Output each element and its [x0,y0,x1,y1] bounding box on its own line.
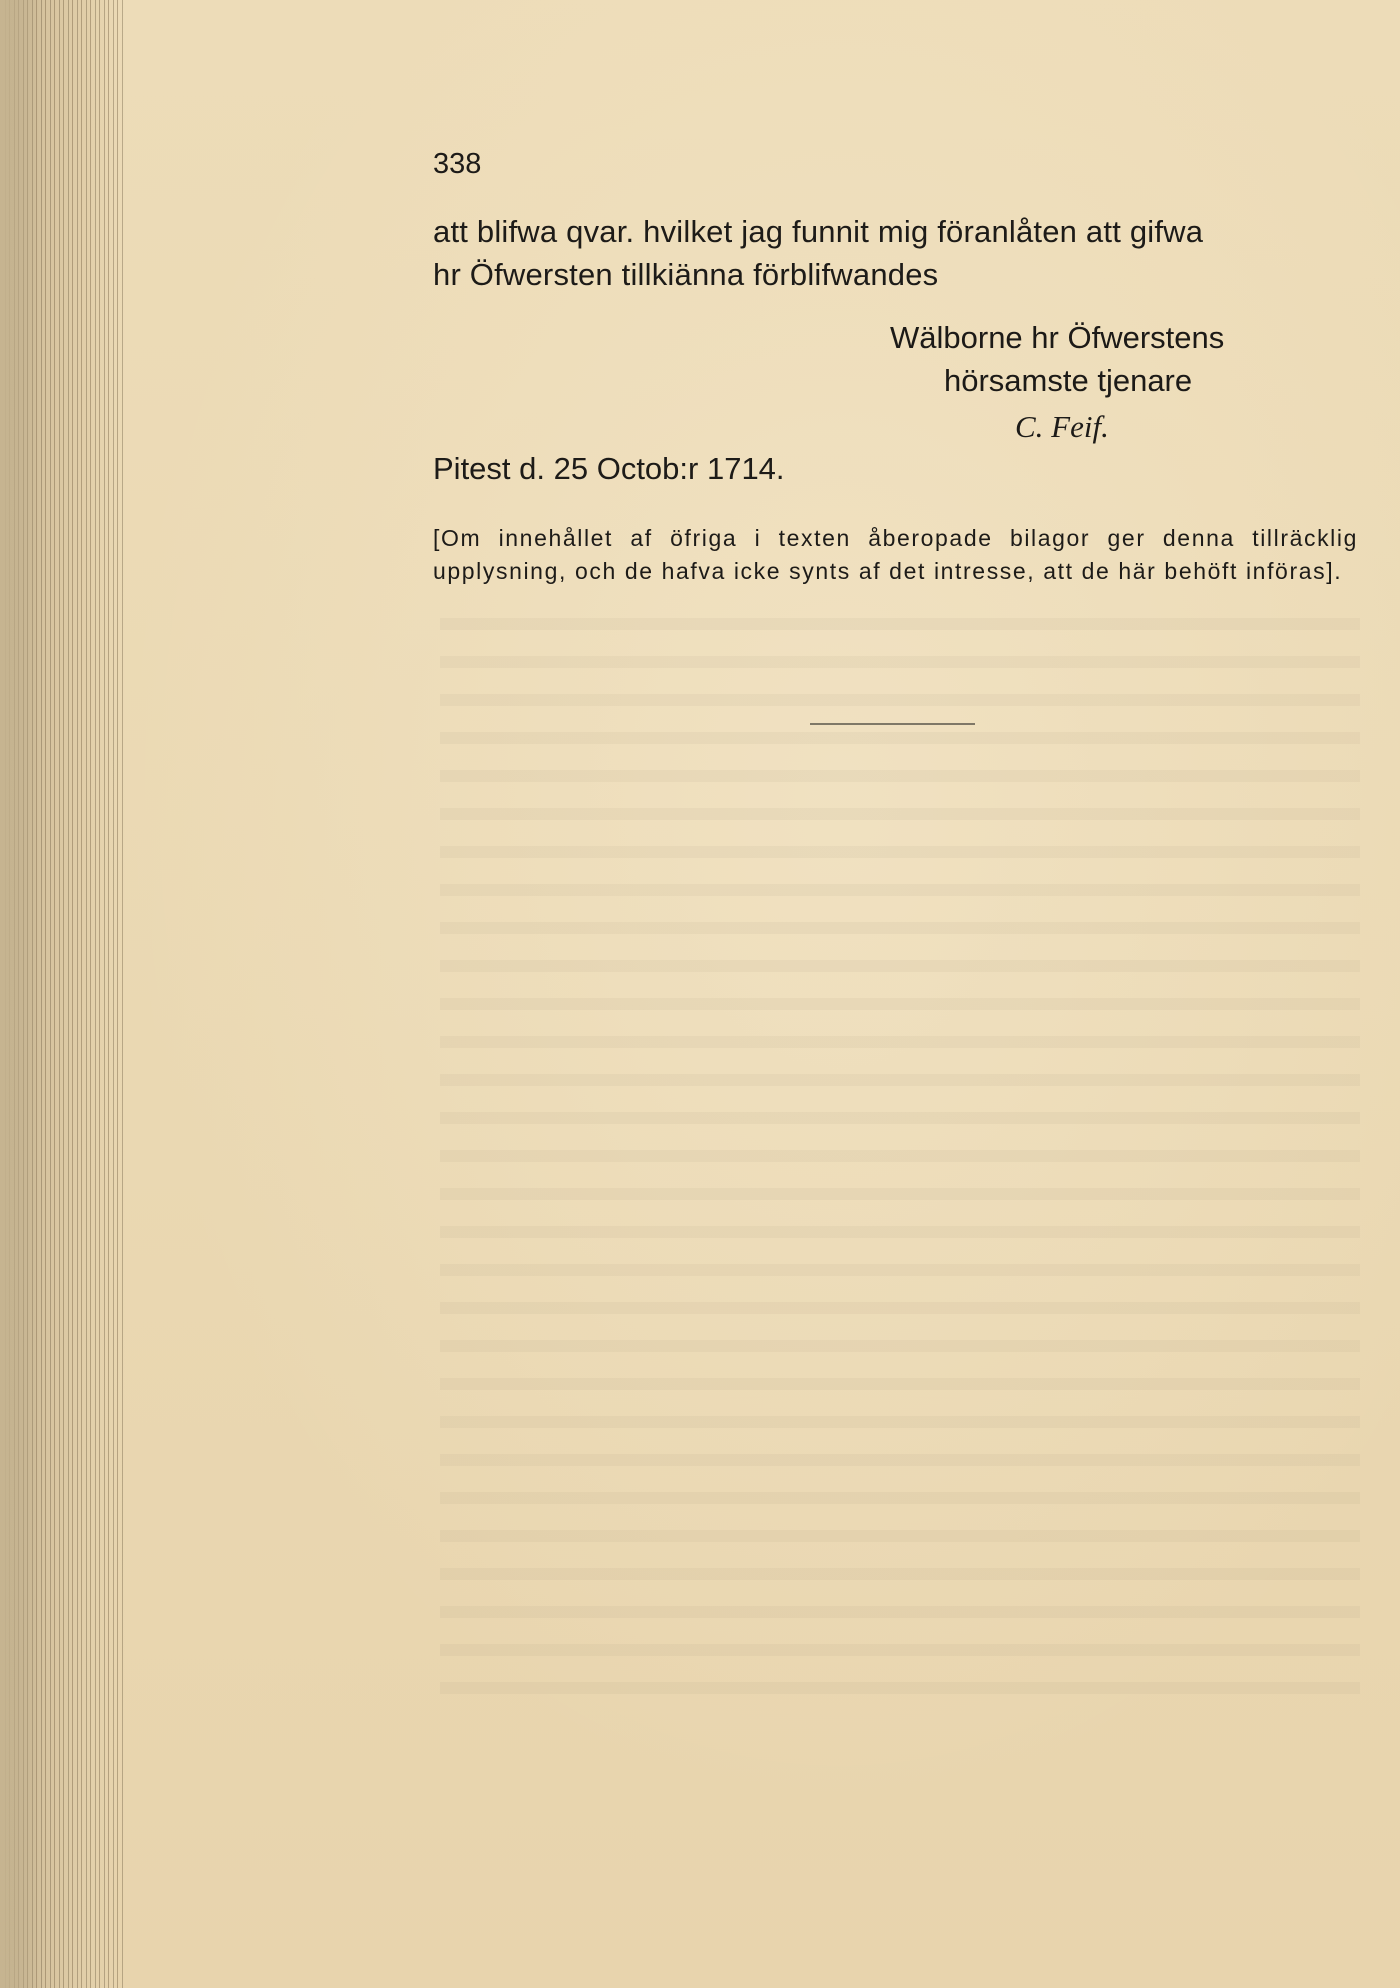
bleed-through [440,600,1360,1720]
gutter-shadow [0,0,40,1988]
editor-note: [Om innehållet af öfriga i texten åberopade bilagor ger denna tillräcklig upplysning, och de hafva icke synts af det intresse, att de här behöft införas]. [433,525,1358,584]
body-line-2: hr Öfwersten tillkiänna förblifwandes [433,257,939,292]
signature: C. Feif. [1015,409,1109,444]
place-date: Pitest d. 25 Octob:r 1714. [433,451,785,486]
section-divider [810,723,975,725]
page-number: 338 [433,148,482,180]
salutation-line-1: Wälborne hr Öfwerstens [890,320,1225,355]
salutation-line-2: hörsamste tjenare [944,363,1193,398]
body-line-1: att blifwa qvar. hvilket jag funnit mig föranlåten att gifwa [433,214,1204,249]
